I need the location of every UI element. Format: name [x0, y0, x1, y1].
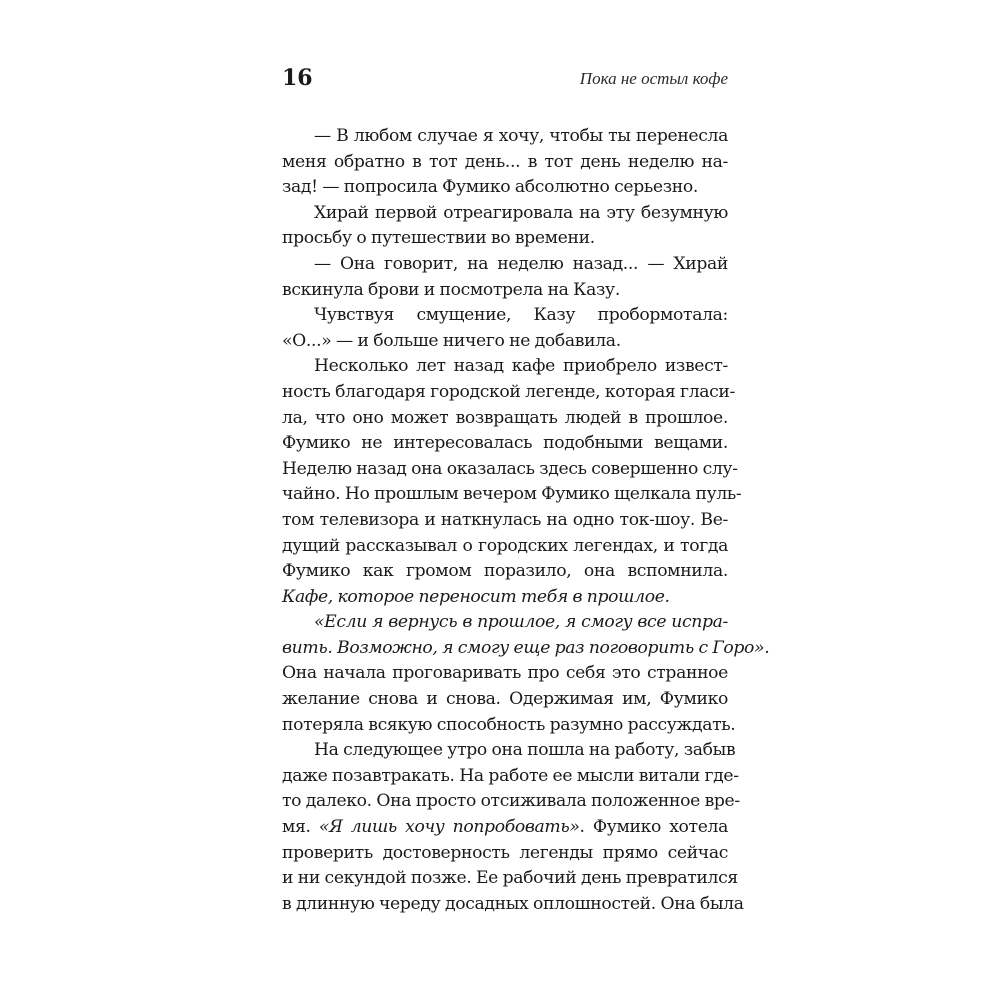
- text-line: Фумико как громом поразило, она вспомнила.: [282, 561, 728, 582]
- text-line: меня обратно в тот день... в тот день неделю на-: [282, 151, 728, 172]
- text-line: чайно. Но прошлым вечером Фумико щелкала пуль-: [282, 484, 742, 505]
- text-line: том телевизора и наткнулась на одно ток-шоу. Ве-: [282, 509, 728, 530]
- text-line: Фумико не интересовалась подобными вещами.: [282, 433, 728, 454]
- text-line: ность благодаря городской легенде, которая гласи-: [282, 381, 735, 402]
- text-line: зад! — попросила Фумико абсолютно серьезно.: [282, 177, 698, 198]
- italic-text-line: вить. Возможно, я смогу еще раз поговорить с Горо».: [282, 637, 770, 658]
- italic-text-line: Кафе, которое переносит тебя в прошлое.: [282, 586, 670, 607]
- text-line: Чувствуя смущение, Казу пробормотала:: [314, 305, 728, 326]
- text-line: просьбу о путешествии во времени.: [282, 228, 595, 249]
- text-line: [282, 815, 728, 841]
- running-title: Пока не остыл кофе: [579, 69, 728, 88]
- text-line: в длинную череду досадных оплошностей. Она была: [282, 893, 744, 914]
- text-line: дущий рассказывал о городских легендах, и тогда: [282, 535, 728, 556]
- text-line: вскинула брови и посмотрела на Казу.: [282, 279, 620, 300]
- text-line: «О...» — и больше ничего не добавила.: [282, 330, 621, 351]
- text-line: Хирай первой отреагировала на эту безумную: [314, 202, 728, 223]
- text-line: даже позавтракать. На работе ее мысли витали где-: [282, 765, 739, 786]
- text-line: Несколько лет назад кафе приобрело извест-: [314, 356, 728, 377]
- line-segment: мя.: [282, 817, 319, 838]
- text-line: Она начала проговаривать про себя это странное: [282, 663, 728, 684]
- text-line: желание снова и снова. Одержимая им, Фумико: [282, 689, 728, 710]
- line-segment: . Фумико хотела: [579, 817, 728, 838]
- page-number: 16: [282, 65, 313, 91]
- text-line: — Она говорит, на неделю назад... — Хирай: [314, 253, 728, 274]
- text-line: Неделю назад она оказалась здесь совершенно слу-: [282, 458, 738, 479]
- text-line: — В любом случае я хочу, чтобы ты перенесла: [314, 126, 728, 146]
- body-text: [282, 124, 770, 917]
- text-line: проверить достоверность легенды прямо сейчас: [282, 842, 728, 863]
- text-line: На следующее утро она пошла на работу, забыв: [314, 740, 736, 761]
- text-line: потеряла всякую способность разумно рассуждать.: [282, 714, 736, 735]
- italic-quote: «Я лишь хочу попробовать»: [318, 817, 580, 838]
- italic-text-line: «Если я вернусь в прошлое, я смогу все испра-: [314, 612, 728, 633]
- text-line: то далеко. Она просто отсиживала положенное вре-: [282, 791, 740, 812]
- text-line: и ни секундой позже. Ее рабочий день превратился: [282, 868, 738, 889]
- text-line: ла, что оно может возвращать людей в прошлое.: [282, 407, 728, 428]
